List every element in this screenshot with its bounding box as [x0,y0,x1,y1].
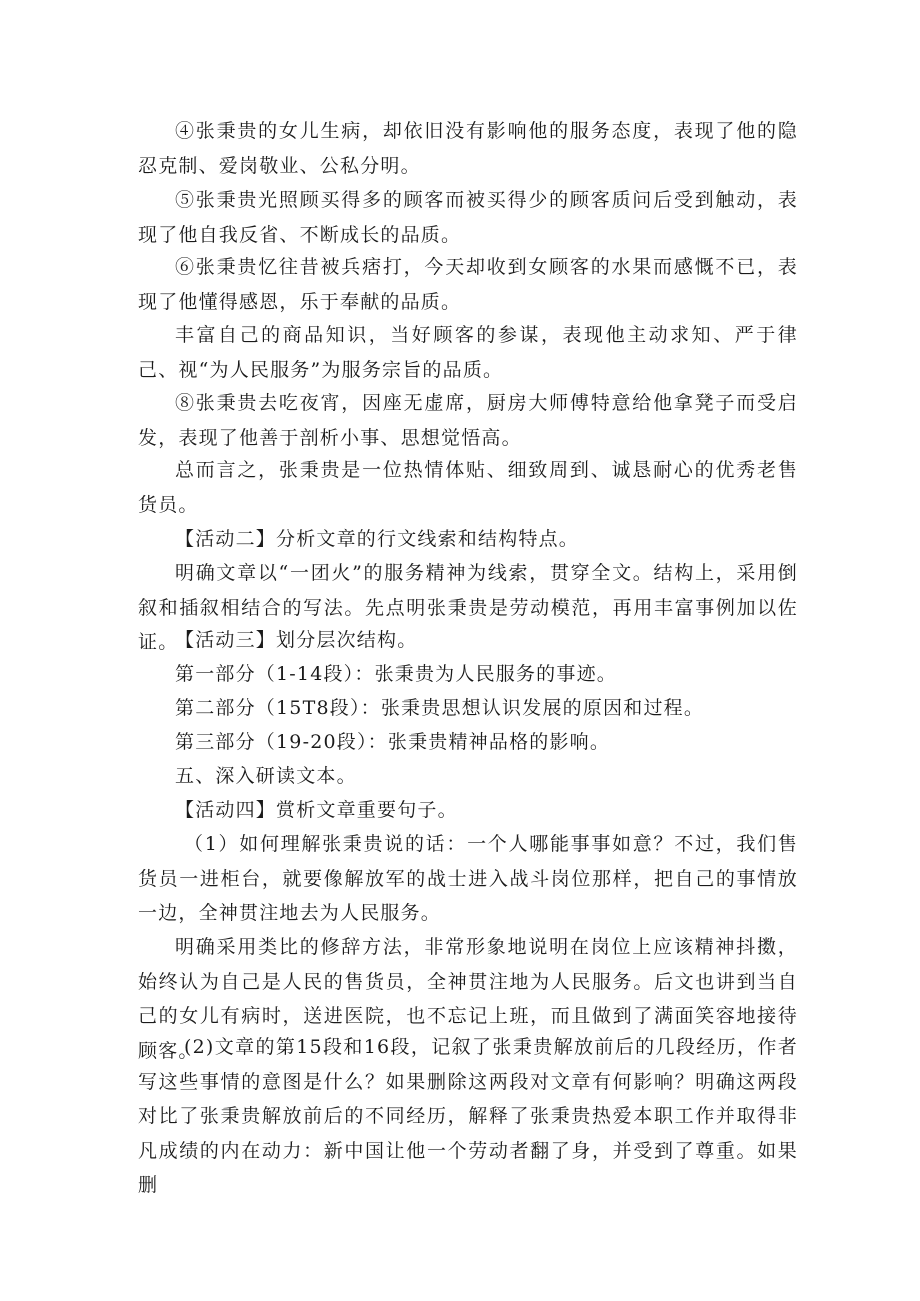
paragraph-4: ④张秉贵的女儿生病，却依旧没有影响他的服务态度，表现了他的隐忍克制、爱岗敬业、公私分明。 [138,120,798,177]
section-part-2: 第二部分（15T8段）：张秉贵思想认识发展的原因和过程。 [175,697,705,719]
section-part-1: 第一部分（1-14段）：张秉贵为人民服务的事迹。 [175,663,617,685]
activity-4-heading: 【活动四】赏析文章重要句子。 [175,799,458,821]
summary-paragraph: 总而言之，张秉贵是一位热情体贴、细致周到、诚恳耐心的优秀老售货员。 [138,459,798,516]
question-2: (2)文章的第15段和16段，记叙了张秉贵解放前后的几段经历，作者写这些事情的意图是什么？如果删除这两段对文章有何影响？明确这两段对比了张秉贵解放前后的不同经历，解释了张秉贵热爱本职工作并取得非凡成绩的内在动力：新中国让他一个劳动者翻了身，并受到了尊重。如果删 [138,1036,798,1196]
question-1: （1）如何理解张秉贵说的话：一个人哪能事事如意？不过，我们售货员一进柜台，就要像解放军的战士进入战斗岗位那样，把自己的事情放一边，全神贯注地去为人民服务。 [138,833,798,924]
paragraph-6: ⑥张秉贵忆往昔被兵痞打，今天却收到女顾客的水果而感慨不已，表现了他懂得感恩，乐于奉献的品质。 [138,256,798,313]
paragraph-8: ⑧张秉贵去吃夜宵，因座无虚席，厨房大师傅特意给他拿凳子而受启发，表现了他善于剖析小事、思想觉悟高。 [138,392,798,449]
question-1-answer: 明确采用类比的修辞方法，非常形象地说明在岗位上应该精神抖擞，始终认为自己是人民的售货员，全神贯注地为人民服务。后文也讲到当自己的女儿有病时，送进医院，也不忘记上班，而且做到了满面笑容地接待顾客。 [138,936,798,1062]
activity-2-answer: 明确文章以“一团火”的服务精神为线索，贯穿全文。结构上，采用倒叙和插叙相结合的写法。先点明张秉贵是劳动模范，再用丰富事例加以佐证。 [138,562,798,653]
paragraph-5: ⑤张秉贵光照顾买得多的顾客而被买得少的顾客质问后受到触动，表现了他自我反省、不断成长的品质。 [138,189,798,246]
paragraph-7: 丰富自己的商品知识，当好顾客的参谋，表现他主动求知、严于律己、视“为人民服务”为服务宗旨的品质。 [138,324,798,381]
activity-3-heading: 【活动三】划分层次结构。 [175,629,418,651]
activity-2-heading: 【活动二】分析文章的行文线索和结构特点。 [175,528,580,550]
section-heading-5: 五、深入研读文本。 [175,765,357,787]
section-part-3: 第三部分（19-20段）：张秉贵精神品格的影响。 [175,731,611,753]
